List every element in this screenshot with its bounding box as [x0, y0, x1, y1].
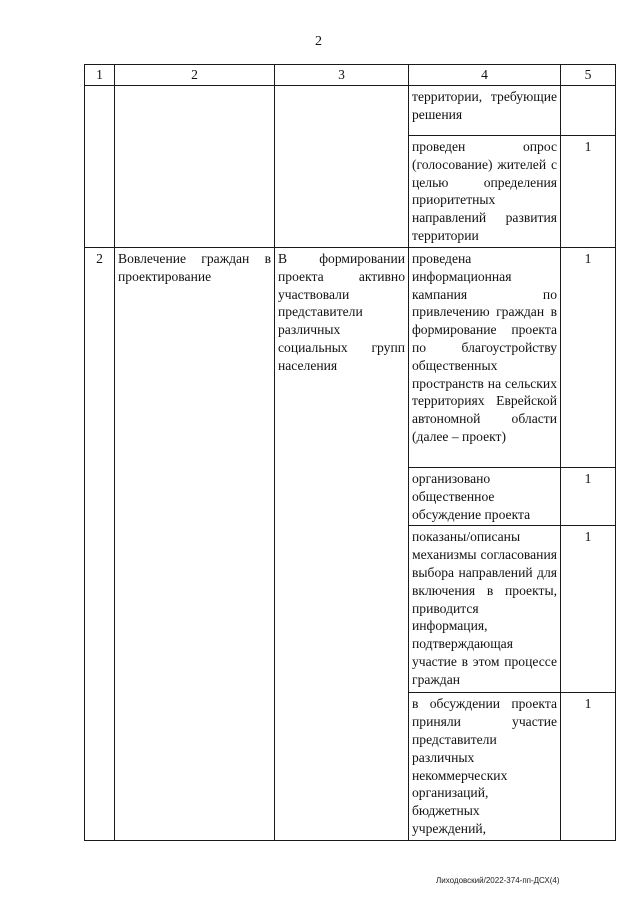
section-number: 2 — [85, 248, 115, 841]
indicator-text: проведен опрос (голосование) жителей с целью определения приоритетных направлений развития территории — [409, 136, 561, 248]
indicator-score — [561, 86, 616, 136]
criterion-text: Вовлечение граждан в проектирование — [115, 248, 275, 841]
indicator-text: организовано общественное обсуждение проекта — [409, 468, 561, 526]
indicator-score: 1 — [561, 136, 616, 248]
indicator-text: территории, требующие решения — [409, 86, 561, 136]
table-header-row — [85, 65, 616, 86]
table-row — [85, 86, 616, 136]
indicator-score: 1 — [561, 468, 616, 526]
indicator-score: 1 — [561, 693, 616, 840]
header-cell-3: 3 — [275, 65, 409, 86]
header-cell-2: 2 — [115, 65, 275, 86]
cell-empty-description — [275, 86, 409, 248]
header-cell-1: 1 — [85, 65, 115, 86]
document-footer-reference: Лиходовский/2022-374-пп-ДСХ(4) — [436, 876, 560, 885]
indicator-text: показаны/описаны механизмы согласования выбора направлений для включения в проекты, приводится информация, подтверждающая участие в этом процессе граждан — [409, 526, 561, 693]
indicator-score: 1 — [561, 526, 616, 693]
indicator-score: 1 — [561, 248, 616, 468]
indicator-text: проведена информационная кампания по привлечению граждан в формирование проекта по благоустройству общественных пространств на сельских территориях Еврейской автономной области (далее – проект) — [409, 248, 561, 468]
header-cell-5: 5 — [561, 65, 616, 86]
page-number: 2 — [315, 34, 322, 49]
indicator-text: в обсуждении проекта приняли участие представители различных некоммерческих организаций, бюджетных учреждений, — [409, 693, 561, 840]
criteria-table — [84, 64, 616, 841]
table-row — [85, 248, 616, 468]
header-cell-4: 4 — [409, 65, 561, 86]
cell-empty-num — [85, 86, 115, 248]
cell-empty-criterion — [115, 86, 275, 248]
description-text: В формировании проекта активно участвовали представители различных социальных групп населения — [275, 248, 409, 841]
